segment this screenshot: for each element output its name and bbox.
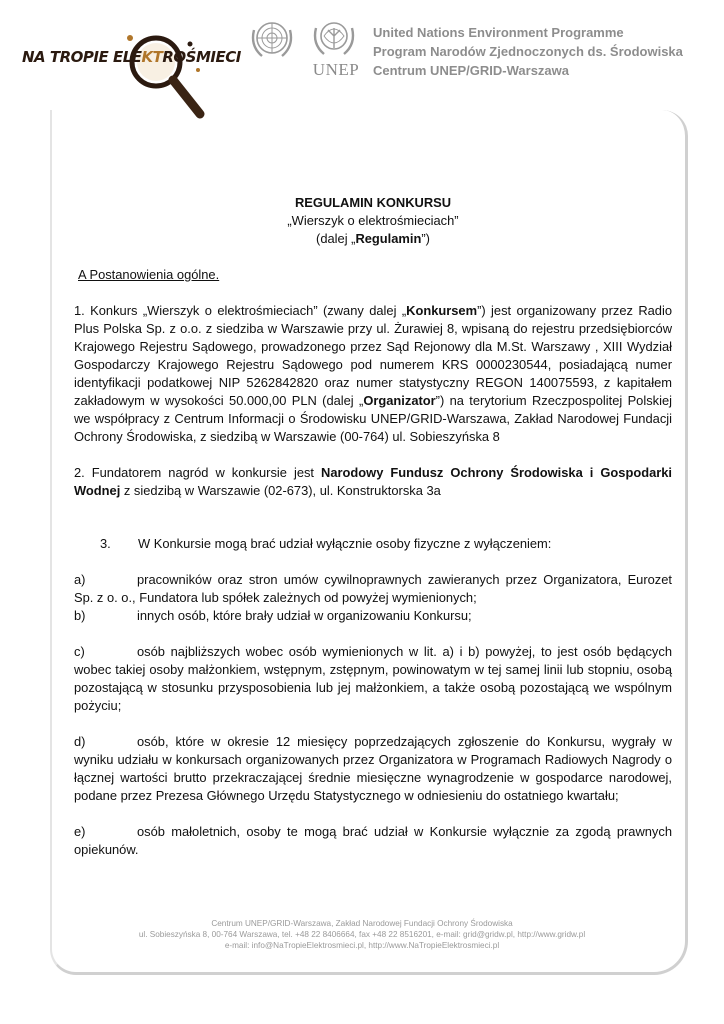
p1-mid: ”) jest organizowany przez Radio Plus Polska Sp. z o.o. z siedziba w Warszawie przy ul. Żurawiej 8, wpisaną do rejestru przedsiębiorców Krajowego Rejestru Sądowego, prowadzonego przez Sąd Rejonowy dla M.St. Warszawy , XIII Wydział Gospodarczy Krajowego Rejestru Sądowego pod numerem KRS 0000230544, posiadającą numer identyfikacji podatkowej NIP 5262842820 oraz numer statystyczny REGON 140075593, z kapitałem zakładowym w wysokości 50.000,00 PLN (dalej „ — [74, 303, 672, 408]
unep-wordmark: UNEP — [312, 60, 360, 79]
list-item-label: c) — [74, 644, 85, 659]
document-title — [74, 194, 672, 248]
p3-text: W Konkursie mogą brać udział wyłącznie osoby fizyczne z wyłączeniem: — [138, 536, 552, 551]
paragraph-1 — [74, 302, 672, 446]
unep-emblem-icon — [310, 16, 358, 60]
na-tropie-logo — [22, 30, 241, 120]
paragraph-2 — [74, 464, 672, 500]
p2-bold-fundator: Narodowy Fundusz Ochrony Środowiska i Gospodarki Wodnej — [74, 465, 672, 498]
p1-bold-organizator: Organizator — [363, 393, 436, 408]
title-line-1: REGULAMIN KONKURSU — [294, 195, 452, 210]
organisation-header — [373, 23, 713, 80]
list-item-d — [74, 733, 672, 805]
org-line-1: United Nations Environment Programme — [373, 25, 624, 40]
p1-pre: 1. Konkurs „Wierszyk o elektrośmieciach” (zwany dalej „ — [74, 303, 407, 318]
section-a-heading: A Postanowienia ogólne. — [78, 267, 220, 282]
title-line-3-bold: Regulamin — [355, 231, 422, 246]
list-item-b — [74, 607, 672, 625]
p2-post: z siedzibą w Warszawie (02-673), ul. Konstruktorska 3a — [120, 483, 441, 498]
list-item-text: osób najbliższych wobec osób wymienionych w lit. a) i b) powyżej, to jest osób będących wobec takiej osoby małżonkiem, wstępnym, zstępnym, powinowatym w tej samej linii lub stopniu, osobą pozostającą w stosunku przysposobienia lub jej małżonkiem, a także osobą pozostającą we wspólnym pożyciu; — [74, 644, 672, 713]
p1-bold-konkursem: Konkursem — [406, 303, 478, 318]
title-line-3-pre: (dalej „ — [316, 231, 356, 246]
p2-pre: 2. Fundatorem nagród w konkursie jest — [74, 465, 322, 480]
title-line-3 — [74, 230, 672, 248]
paragraph-3 — [74, 535, 672, 553]
list-item-c — [74, 643, 672, 715]
p3-number: 3. — [100, 536, 111, 551]
list-item-label: d) — [74, 734, 86, 749]
list-item-text: osób, które w okresie 12 miesięcy poprzedzających zgłoszenie do Konkursu, wygrały w wyniku udziału w konkursach organizowanych przez Organizatora w Programach Radiowych Nagrody o łącznej wartości brutto przekraczającej średnie miesięczne wynagrodzenie w gospodarce narodowej, podane przez Prezesa Głównego Urzędu Statystycznego w odniesieniu do ostatniego kwartału; — [74, 734, 672, 803]
org-line-3: Centrum UNEP/GRID-Warszawa — [373, 63, 569, 78]
list-item-text: osób małoletnich, osoby te mogą brać udział w Konkursie wyłącznie za zgodą prawnych opiekunów. — [74, 824, 672, 857]
list-item-a — [74, 571, 672, 607]
logo-wordmark — [22, 48, 241, 66]
title-line-2: „Wierszyk o elektrośmieciach” — [287, 213, 459, 228]
footer-line-2: ul. Sobieszyńska 8, 00-764 Warszawa, tel. +48 22 8406664, fax +48 22 8516201, e-mail: grid@gridw.pl, http://www.gridw.pl — [138, 930, 586, 939]
page-footer — [60, 918, 664, 951]
logo-text-right: ROŚMIECI — [162, 48, 241, 66]
title-line-3-post: ”) — [421, 231, 430, 246]
org-line-2: Program Narodów Zjednoczonych ds. Środowiska — [373, 44, 683, 59]
list-item-label: e) — [74, 824, 86, 839]
list-item-label: a) — [74, 572, 86, 587]
list-item-label: b) — [74, 608, 86, 623]
footer-line-3: e-mail: info@NaTropieElektrosmieci.pl, http://www.NaTropieElektrosmieci.pl — [224, 941, 500, 950]
list-item-text: pracowników oraz stron umów cywilnoprawnych zawieranych przez Organizatora, Eurozet Sp. z o. o., Fundatora lub spółek zależnych od powyżej wymienionych; — [74, 572, 672, 605]
magnifying-glass-icon — [110, 30, 220, 122]
list-item-text: innych osób, które brały udział w organizowaniu Konkursu; — [137, 608, 472, 623]
logo-text-left: NA TROPIE ELE — [22, 48, 142, 66]
logo-text-mid: KT — [141, 48, 163, 66]
document-body — [74, 194, 672, 859]
footer-line-1: Centrum UNEP/GRID-Warszawa, Zakład Narodowej Fundacji Ochrony Środowiska — [211, 919, 513, 928]
p1-post: ”) na terytorium Rzeczpospolitej Polskiej we współpracy z Centrum Informacji o Środowisku UNEP/GRID-Warszawa, Zakład Narodowej Fundacji Ochrony Środowiska, z siedzibą w Warszawie (00-764) ul. Sobieszyńska 8 — [74, 393, 672, 444]
list-item-e — [74, 823, 672, 859]
un-emblem-icon — [248, 16, 296, 64]
emblems — [248, 16, 364, 78]
